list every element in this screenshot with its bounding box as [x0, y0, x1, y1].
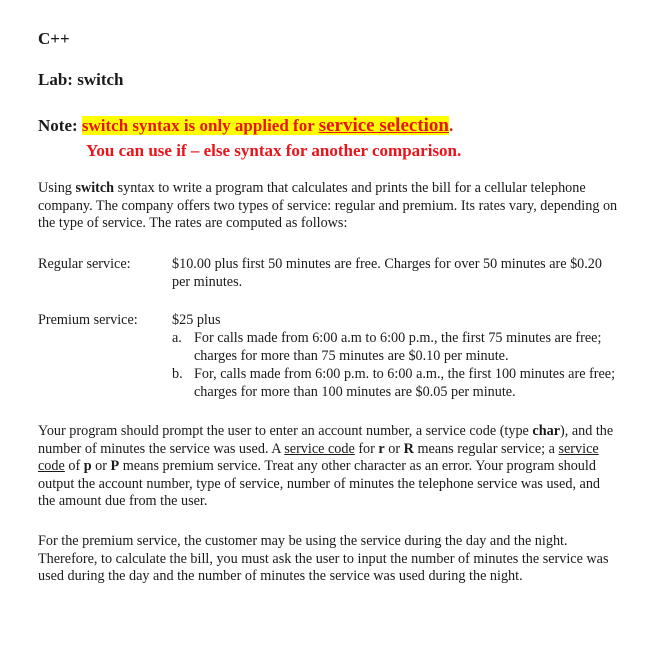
- regular-label: Regular service:: [38, 256, 131, 272]
- prompt-paragraph: Your program should prompt the user to enter an account number, a service code (type char), and the number of minutes the service was used. A service code for r or R means regular service; a service code of p or P means premium service. Treat any other character as an error. Your program should output the account number, type of service, number of minutes the telephone service was used, and the amount due from the user.: [38, 423, 614, 510]
- intro-paragraph: Using switch syntax to write a program that calculates and prints the bill for a cellular telephone company. The company offers two types of service: regular and premium. Its rates vary, depending on the type of service. The rates are computed as follows:: [38, 180, 618, 232]
- note: [38, 115, 453, 137]
- doc-title: C++: [38, 29, 70, 48]
- regular-desc: $10.00 plus first 50 minutes are free. Charges for over 50 minutes are $0.20 per minutes.: [172, 256, 602, 290]
- note-label: Note:: [38, 116, 82, 135]
- premium-label: Premium service:: [38, 312, 138, 328]
- note-underlined: service selection: [318, 115, 449, 136]
- option-a-text: For calls made from 6:00 a.m to 6:00 p.m., the first 75 minutes are free; charges for more than 75 minutes are $0.10 per minute.: [194, 330, 602, 364]
- option-b-marker: b.: [172, 366, 183, 382]
- option-b-text: For, calls made from 6:00 p.m. to 6:00 a.m., the first 100 minutes are free; charges for more than 100 minutes are $0.05 per minute.: [194, 366, 616, 400]
- premium-desc: $25 plus: [172, 312, 221, 328]
- note-highlight: switch syntax is only applied for service selection: [81, 115, 449, 136]
- option-a-marker: a.: [172, 330, 182, 346]
- note-period: .: [449, 116, 454, 135]
- switch-keyword: switch: [75, 180, 115, 196]
- lab-title: Lab: switch: [38, 70, 124, 89]
- premium-note-paragraph: For the premium service, the customer may be using the service during the day and the night. Therefore, to calculate the bill, you must ask the user to input the number of minutes the service was used during the day and the number of minutes the service was used during the night.: [38, 533, 609, 585]
- note-line2: You can use if – else syntax for another comparison.: [86, 141, 462, 160]
